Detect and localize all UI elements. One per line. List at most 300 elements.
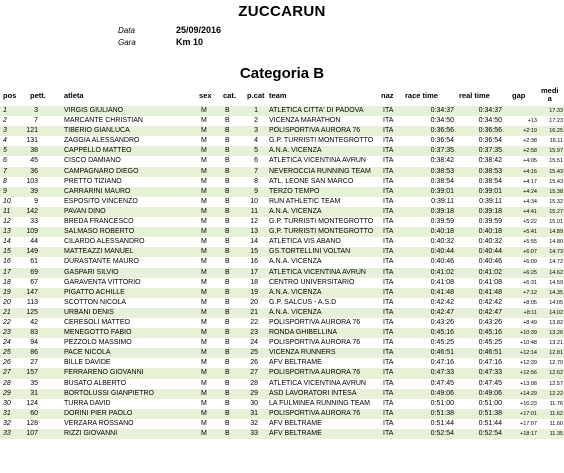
table-row [0, 207, 564, 217]
table-row [0, 126, 564, 136]
cell-team: ATLETICA VIS ABANO [269, 238, 341, 246]
cell-real-time: 0:49:06 [478, 389, 502, 397]
cell-average-speed: 15.01 [549, 219, 563, 226]
cell-average-speed: 14.73 [549, 249, 563, 256]
cell-bib: 7 [34, 117, 38, 125]
date-value: 25/09/2016 [176, 25, 222, 35]
cell-position: 26 [3, 359, 11, 367]
cell-nation: ITA [383, 218, 394, 226]
cell-team: A.N.A. VICENZA [269, 207, 322, 215]
cell-team: A.N.A. VICENZA [269, 288, 322, 296]
cell-sex: M [201, 419, 207, 427]
cell-bib: 3 [34, 107, 38, 114]
cell-category: B [225, 409, 230, 417]
table-row [0, 217, 564, 227]
cell-real-time: 0:40:32 [478, 238, 502, 246]
cell-real-time: 0:39:18 [478, 207, 502, 215]
cell-nation: ITA [383, 379, 394, 387]
cell-race-time: 0:39:18 [430, 207, 454, 215]
cell-athlete: BUSATO ALBERTO [64, 379, 127, 387]
cell-average-speed: 15.43 [549, 168, 563, 175]
cell-gap: +8:05 [523, 299, 537, 306]
cell-sex: M [201, 137, 207, 145]
cell-real-time: 0:51:38 [478, 409, 502, 417]
cell-real-time: 0:36:56 [478, 127, 502, 135]
cell-athlete: ZAGGIA ALESSANDRO [64, 137, 140, 145]
cell-race-time: 0:42:42 [430, 298, 454, 306]
cell-sex: M [201, 298, 207, 306]
cell-athlete: VIRGIS GIULIANO [64, 107, 124, 114]
cell-sex: M [201, 359, 207, 367]
cell-category: B [225, 137, 230, 145]
cell-real-time: 0:41:02 [478, 268, 502, 276]
page-title: ZUCCARUN [238, 3, 326, 20]
cell-position: 14 [3, 238, 11, 246]
cell-gap: +12:39 [520, 360, 537, 367]
cell-category-position: 1 [254, 107, 258, 114]
cell-race-time: 0:40:46 [430, 258, 454, 266]
cell-gap: +4:17 [523, 178, 537, 185]
cell-real-time: 0:40:18 [478, 228, 502, 236]
cell-athlete: PIGATTO ACHILLE [64, 288, 125, 296]
col-real-time: real time [459, 91, 490, 100]
cell-team: ATLETICA CITTA' DI PADOVA [269, 107, 364, 114]
cell-bib: 36 [30, 167, 38, 175]
cell-category-position: 32 [250, 419, 258, 427]
cell-real-time: 0:51:00 [478, 399, 502, 407]
cell-bib: 107 [26, 430, 38, 437]
cell-gap: +13:08 [520, 380, 537, 387]
cell-position: 10 [3, 197, 11, 205]
cell-real-time: 0:40:44 [478, 248, 502, 256]
cell-gap: +2:58 [523, 148, 537, 155]
cell-athlete: MATTEAZZI MANUEL [64, 248, 134, 256]
table-row [0, 278, 564, 288]
cell-nation: ITA [383, 399, 394, 407]
cell-category-position: 5 [254, 147, 258, 155]
cell-bib: 31 [30, 389, 38, 397]
table-row [0, 237, 564, 247]
cell-category-position: 25 [250, 349, 258, 357]
cell-gap: +4:34 [523, 198, 537, 205]
cell-category-position: 21 [250, 308, 258, 316]
cell-bib: 83 [30, 329, 38, 337]
table-row [0, 358, 564, 368]
cell-position: 29 [3, 389, 11, 397]
cell-gap: +6:09 [523, 259, 537, 266]
cell-race-time: 0:39:01 [430, 187, 454, 195]
cell-position: 32 [3, 419, 11, 427]
cell-category: B [225, 238, 230, 246]
cell-nation: ITA [383, 248, 394, 256]
cell-nation: ITA [383, 419, 394, 427]
cell-category: B [225, 278, 230, 286]
date-label: Data [118, 26, 135, 35]
cell-nation: ITA [383, 430, 394, 437]
cell-race-time: 0:43:26 [430, 318, 454, 326]
cell-athlete: CISCO DAMIANO [64, 157, 121, 165]
cell-real-time: 0:38:54 [478, 177, 502, 185]
cell-gap: +12:14 [520, 350, 537, 357]
cell-position: 6 [3, 157, 7, 165]
cell-category-position: 6 [254, 157, 258, 165]
cell-sex: M [201, 308, 207, 316]
cell-team: CENTRO UNIVERSITARIO [269, 278, 355, 286]
cell-athlete: BILLE DAVIDE [64, 359, 111, 367]
cell-bib: 9 [34, 197, 38, 205]
table-row [0, 197, 564, 207]
cell-nation: ITA [383, 137, 394, 145]
cell-race-time: 0:39:11 [431, 197, 454, 205]
cell-team: AFV BELTRAME [269, 430, 322, 437]
cell-nation: ITA [383, 207, 394, 215]
cell-race-time: 0:38:54 [430, 177, 454, 185]
cell-category: B [225, 167, 230, 175]
cell-position: 23 [3, 329, 11, 337]
cell-real-time: 0:47:45 [478, 379, 502, 387]
cell-team: RONDA GHIBELLINA [269, 329, 338, 337]
cell-nation: ITA [383, 238, 394, 246]
cell-bib: 128 [26, 419, 38, 427]
cell-sex: M [201, 228, 207, 236]
cell-race-time: 0:40:44 [430, 248, 454, 256]
cell-bib: 60 [30, 409, 38, 417]
cell-real-time: 0:38:53 [478, 167, 502, 175]
cell-gap: +7:12 [523, 289, 537, 296]
cell-race-time: 0:41:08 [430, 278, 454, 286]
cell-nation: ITA [383, 167, 394, 175]
cell-bib: 38 [30, 147, 38, 155]
cell-race-time: 0:45:16 [430, 329, 454, 337]
cell-position: 9 [3, 187, 7, 195]
cell-team: G.P. TURRISTI MONTEGROTTO [269, 137, 374, 145]
cell-category-position: 18 [250, 278, 258, 286]
cell-sex: M [201, 329, 207, 337]
cell-team: A.N.A. VICENZA [269, 258, 322, 266]
col-media-line1: medi [541, 86, 559, 95]
cell-sex: M [201, 167, 207, 175]
cell-category: B [225, 430, 230, 437]
cell-athlete: SALMASO ROBERTO [64, 228, 135, 236]
table-row [0, 399, 564, 409]
cell-athlete: CILARDO ALESSANDRO [64, 238, 145, 246]
table-row [0, 247, 564, 257]
cell-category-position: 2 [254, 117, 258, 125]
cell-nation: ITA [383, 107, 394, 114]
cell-real-time: 0:46:51 [478, 349, 502, 357]
cell-real-time: 0:41:08 [478, 278, 502, 286]
col-atleta: atleta [64, 91, 84, 100]
cell-race-time: 0:51:38 [430, 409, 454, 417]
cell-nation: ITA [383, 359, 394, 367]
cell-sex: M [201, 389, 207, 397]
cell-team: A.N.A. VICENZA [269, 308, 322, 316]
cell-race-time: 0:40:32 [430, 238, 454, 246]
cell-gap: +6:31 [523, 279, 537, 286]
cell-race-time: 0:47:45 [430, 379, 454, 387]
cell-category-position: 11 [250, 207, 258, 215]
cell-sex: M [201, 318, 207, 326]
cell-category-position: 12 [250, 218, 258, 226]
cell-bib: 42 [30, 318, 38, 326]
table-row [0, 106, 564, 116]
cell-position: 27 [3, 369, 11, 377]
cell-real-time: 0:34:37 [478, 107, 502, 114]
cell-category-position: 30 [250, 399, 258, 407]
col-gap: gap [512, 91, 526, 100]
cell-position: 24 [3, 339, 11, 347]
cell-category: B [225, 399, 230, 407]
cell-team: ATLETICA VICENTINA AVRUN [269, 157, 366, 165]
cell-athlete: RIZZI GIOVANNI [64, 430, 118, 437]
cell-nation: ITA [383, 278, 394, 286]
cell-category: B [225, 298, 230, 306]
cell-real-time: 0:45:25 [478, 339, 502, 347]
cell-bib: 61 [30, 258, 38, 266]
cell-bib: 147 [26, 288, 38, 296]
cell-nation: ITA [383, 308, 394, 316]
cell-average-speed: 11.62 [549, 410, 563, 417]
cell-real-time: 0:40:46 [478, 258, 502, 266]
cell-average-speed: 12.62 [549, 370, 563, 377]
cell-team: NEVEROCCIA RUNNING TEAM [269, 167, 371, 175]
cell-average-speed: 15.27 [549, 208, 563, 215]
cell-athlete: VERZARA ROSSANO [64, 419, 134, 427]
cell-nation: ITA [383, 187, 394, 195]
cell-sex: M [201, 278, 207, 286]
table-row [0, 298, 564, 308]
cell-team: LA FULMINEA RUNNING TEAM [269, 399, 371, 407]
cell-race-time: 0:51:44 [430, 419, 454, 427]
cell-team: AFV BELTRAME [269, 419, 322, 427]
cell-category: B [225, 187, 230, 195]
cell-category-position: 28 [250, 379, 258, 387]
cell-bib: 124 [26, 399, 38, 407]
cell-category-position: 15 [250, 248, 258, 256]
table-row [0, 146, 564, 156]
cell-race-time: 0:34:37 [430, 107, 454, 114]
cell-nation: ITA [383, 157, 394, 165]
cell-position: 30 [3, 399, 11, 407]
cell-race-time: 0:52:54 [430, 430, 454, 437]
cell-real-time: 0:47:33 [478, 369, 502, 377]
cell-average-speed: 14.59 [549, 279, 563, 286]
cell-bib: 125 [26, 308, 38, 316]
cell-category: B [225, 419, 230, 427]
cell-category-position: 27 [250, 369, 258, 377]
cell-gap: +17:01 [520, 410, 537, 417]
cell-category: B [225, 329, 230, 337]
cell-real-time: 0:37:35 [478, 147, 502, 155]
cell-category: B [225, 339, 230, 347]
cell-category-position: 23 [250, 329, 258, 337]
table-row [0, 348, 564, 358]
cell-athlete: PAVAN DINO [64, 207, 106, 215]
cell-position: 15 [3, 248, 11, 256]
cell-sex: M [201, 238, 207, 246]
cell-nation: ITA [383, 197, 394, 205]
cell-gap: +8:49 [523, 319, 537, 326]
cell-sex: M [201, 258, 207, 266]
cell-average-speed: 14.62 [549, 269, 563, 276]
cell-athlete: TIBERIO GIANLUCA [64, 127, 130, 135]
cell-real-time: 0:47:16 [478, 359, 502, 367]
cell-gap: +5:22 [523, 219, 537, 226]
cell-athlete: CERESOLI MATTEO [64, 318, 130, 326]
col-race-time: race time [405, 91, 438, 100]
cell-nation: ITA [383, 389, 394, 397]
cell-position: 2 [3, 117, 7, 125]
cell-sex: M [201, 409, 207, 417]
col-media-line2: a [547, 94, 552, 103]
cell-gap: +6:25 [523, 269, 537, 276]
cell-team: ATLETICA VICENTINA AVRUN [269, 268, 366, 276]
cell-bib: 39 [30, 187, 38, 195]
cell-average-speed: 16.11 [549, 138, 563, 145]
cell-sex: M [201, 127, 207, 135]
race-label: Gara [118, 38, 136, 47]
cell-average-speed: 16.25 [549, 128, 563, 135]
cell-nation: ITA [383, 329, 394, 337]
cell-average-speed: 17.33 [549, 108, 563, 114]
cell-bib: 149 [26, 248, 38, 256]
cell-race-time: 0:47:16 [430, 359, 454, 367]
cell-sex: M [201, 268, 207, 276]
cell-sex: M [201, 177, 207, 185]
table-row [0, 156, 564, 166]
cell-sex: M [201, 218, 207, 226]
cell-gap: +14:29 [520, 390, 537, 397]
table-row [0, 167, 564, 177]
col-pcat: p.cat [247, 91, 265, 100]
cell-gap: +4:24 [523, 188, 537, 195]
cell-category-position: 13 [250, 228, 258, 236]
cell-category-position: 33 [250, 430, 258, 437]
cell-category-position: 7 [254, 167, 258, 175]
table-row [0, 409, 564, 419]
cell-team: ATLETICA VICENTINA AVRUN [269, 379, 366, 387]
cell-real-time: 0:51:44 [478, 419, 502, 427]
cell-category-position: 10 [250, 197, 258, 205]
cell-nation: ITA [383, 117, 394, 125]
cell-bib: 45 [30, 157, 38, 165]
table-row [0, 136, 564, 146]
cell-position: 3 [3, 127, 7, 135]
col-sex: sex [199, 91, 212, 100]
table-row [0, 268, 564, 278]
cell-nation: ITA [383, 349, 394, 357]
cell-team: G.P. TURRISTI MONTEGROTTO [269, 218, 374, 226]
cell-bib: 35 [30, 379, 38, 387]
cell-team: POLISPORTIVA AURORA 76 [269, 339, 361, 347]
cell-category-position: 19 [250, 288, 258, 296]
cell-position: 21 [3, 308, 11, 316]
cell-gap: +12:56 [520, 370, 537, 377]
cell-athlete: ESPOSITO VINCENZO [64, 197, 138, 205]
cell-average-speed: 12.57 [549, 380, 563, 387]
cell-category: B [225, 268, 230, 276]
cell-category: B [225, 147, 230, 155]
cell-race-time: 0:51:00 [430, 399, 454, 407]
cell-average-speed: 14.02 [549, 309, 563, 316]
cell-sex: M [201, 369, 207, 377]
table-header [0, 88, 564, 102]
cell-position: 5 [3, 147, 7, 155]
cell-gap: +4:05 [523, 158, 537, 165]
cell-real-time: 0:45:16 [478, 329, 502, 337]
cell-bib: 33 [30, 218, 38, 226]
cell-average-speed: 15.38 [549, 188, 563, 195]
col-pett: pett. [30, 91, 46, 100]
cell-category-position: 3 [254, 127, 258, 135]
cell-sex: M [201, 117, 207, 125]
cell-race-time: 0:47:33 [430, 369, 454, 377]
cell-sex: M [201, 207, 207, 215]
cell-position: 20 [3, 298, 11, 306]
cell-category: B [225, 157, 230, 165]
cell-team: AFV BELTRAME [269, 359, 322, 367]
cell-bib: 157 [26, 369, 38, 377]
cell-gap: +6:07 [523, 249, 537, 256]
cell-sex: M [201, 379, 207, 387]
cell-average-speed: 15.43 [549, 178, 563, 185]
cell-category: B [225, 349, 230, 357]
category-title: Categoria B [239, 65, 325, 82]
cell-nation: ITA [383, 147, 394, 155]
cell-athlete: FERRARENO GIOVANNI [64, 369, 144, 377]
cell-position: 8 [3, 177, 7, 185]
cell-team: G.P. TURRISTI MONTEGROTTO [269, 228, 374, 236]
table-row [0, 429, 564, 439]
cell-race-time: 0:38:53 [430, 167, 454, 175]
cell-nation: ITA [383, 258, 394, 266]
cell-bib: 67 [30, 278, 38, 286]
table-row [0, 318, 564, 328]
cell-bib: 109 [26, 228, 38, 236]
cell-sex: M [201, 157, 207, 165]
cell-sex: M [201, 248, 207, 256]
cell-position: 19 [3, 288, 11, 296]
cell-race-time: 0:41:02 [430, 268, 454, 276]
cell-position: 22 [3, 318, 11, 326]
cell-gap: +10:39 [520, 330, 537, 337]
cell-athlete: URBANI DENIS [64, 308, 114, 316]
cell-race-time: 0:38:42 [430, 157, 454, 165]
cell-team: VICENZA MARATHON [269, 117, 341, 125]
cell-nation: ITA [383, 318, 394, 326]
cell-bib: 94 [30, 339, 38, 347]
cell-athlete: DURASTANTE MAURO [64, 258, 139, 266]
cell-category: B [225, 308, 230, 316]
cell-gap: +2:19 [523, 128, 537, 135]
cell-team: G.P. SALCUS - A.S.D [269, 298, 337, 306]
cell-real-time: 0:52:54 [478, 430, 502, 437]
cell-team: VICENZA RUNNERS [269, 349, 336, 357]
cell-sex: M [201, 430, 207, 437]
cell-athlete: PRETTO TIZIANO [64, 177, 122, 185]
cell-athlete: CAMPAGNARO DIEGO [64, 167, 139, 175]
cell-race-time: 0:34:50 [430, 117, 454, 125]
cell-average-speed: 14.89 [549, 229, 563, 236]
cell-real-time: 0:43:26 [478, 318, 502, 326]
table-row [0, 338, 564, 348]
cell-athlete: SCOTTON NICOLA [64, 298, 127, 306]
cell-position: 17 [3, 268, 11, 276]
cell-category-position: 14 [250, 238, 258, 246]
cell-gap: +2:38 [523, 138, 537, 145]
cell-category: B [225, 379, 230, 387]
cell-average-speed: 13.82 [549, 319, 563, 326]
